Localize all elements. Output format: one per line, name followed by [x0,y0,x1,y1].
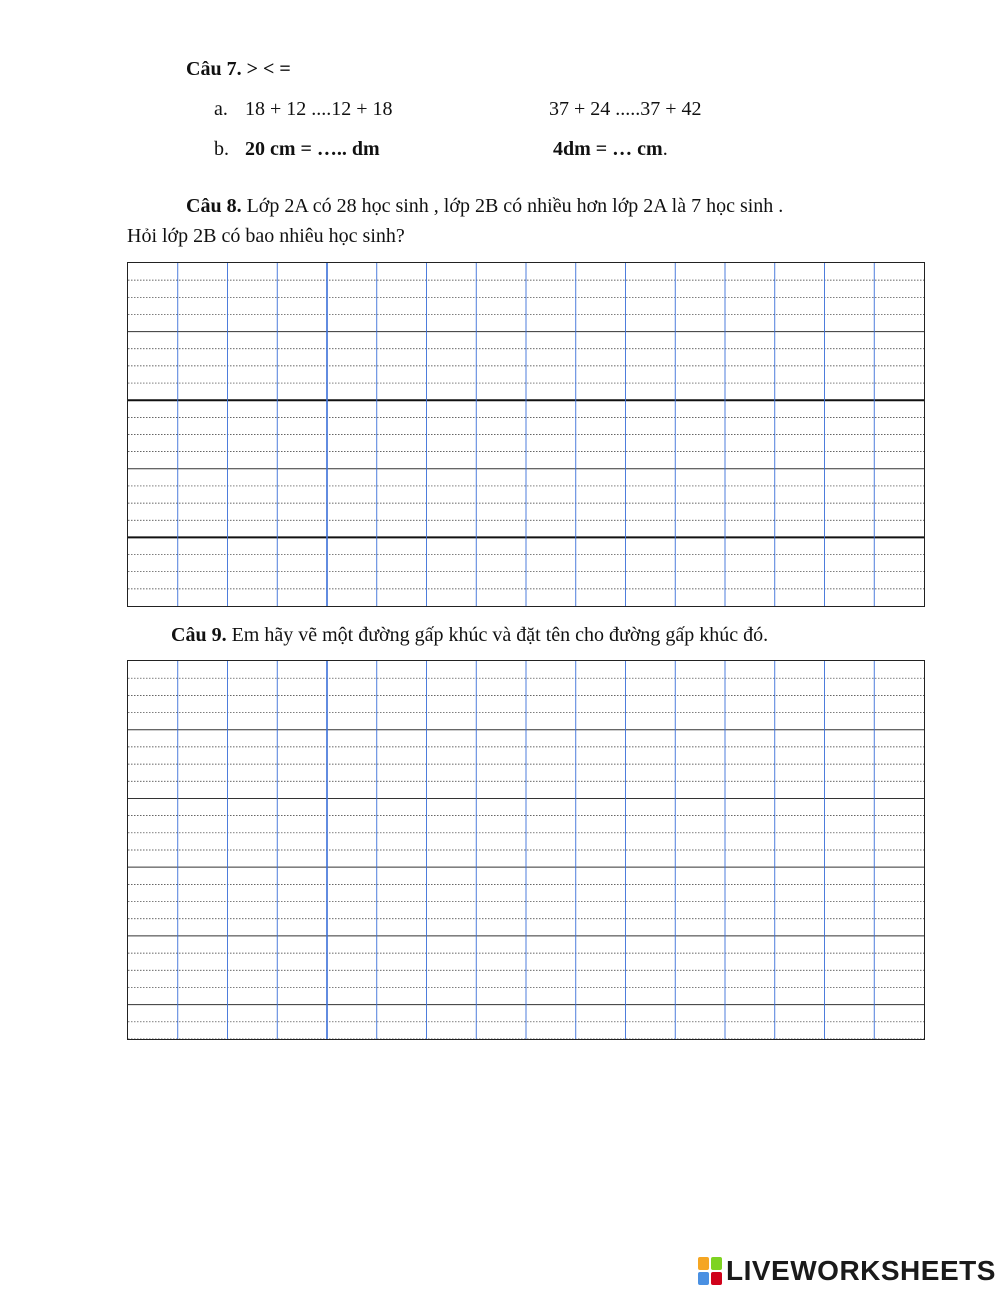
grid-lines [128,661,924,1039]
logo-tile [711,1257,722,1270]
grid-lines [128,263,924,606]
answer-grid-question-8[interactable] [127,262,925,607]
drawing-grid-question-9[interactable] [127,660,925,1040]
logo-text: LIVEWORKSHEETS [726,1255,996,1286]
question-9-text: Câu 9. Em hãy vẽ một đường gấp khúc và đặt tên cho đường gấp khúc đó. [171,624,769,646]
q7-part-b-left-expression: 20 cm = ….. dm [245,138,380,160]
question-8-text: Câu 8. Lớp 2A có 28 học sinh , lớp 2B có nhiều hơn lớp 2A là 7 học sinh . [186,195,784,217]
q7-part-b-label: b. [214,138,229,160]
q7-part-b-right-expression: 4dm = … cm. [553,138,668,160]
logo-tile [698,1272,709,1285]
q7-part-a-label: a. [214,98,228,120]
question-7-title: Câu 7. > < = [186,58,291,80]
logo-tile [698,1257,709,1270]
question-8-text-continued: Hỏi lớp 2B có bao nhiêu học sinh? [127,225,405,247]
q7-part-a-left-expression: 18 + 12 ....12 + 18 [245,98,393,120]
logo-tile [711,1272,722,1285]
q7-part-a-right-expression: 37 + 24 .....37 + 42 [549,98,702,120]
liveworksheets-logo [698,1255,996,1287]
logo-icon [698,1257,722,1285]
